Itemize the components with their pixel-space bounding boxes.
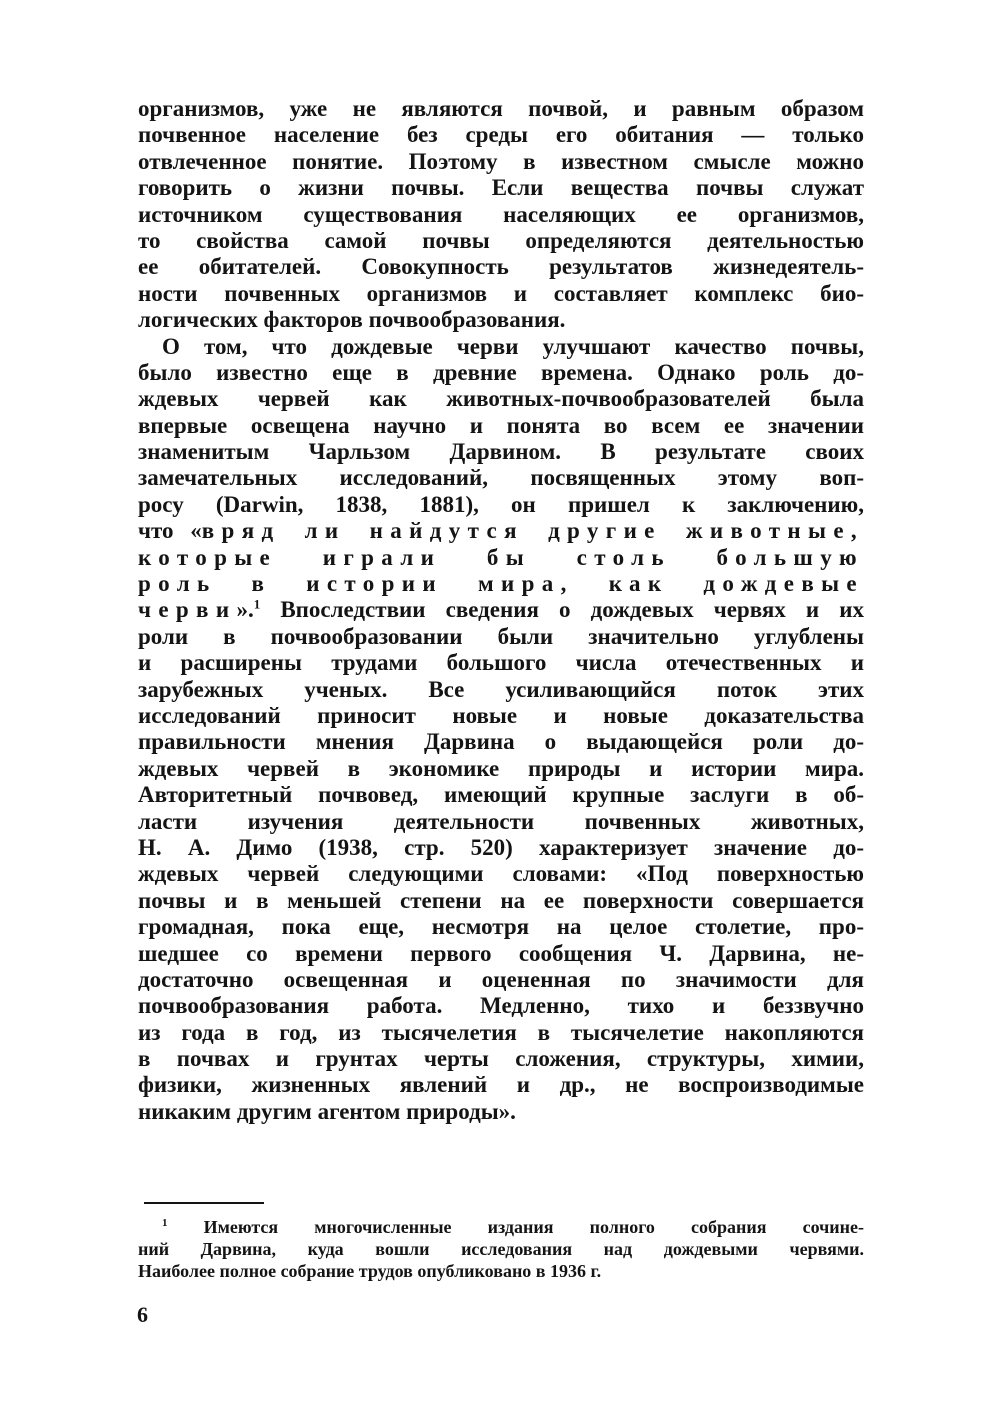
- text-line: ласти изучения деятельности почвенных животных,: [138, 808, 864, 834]
- text-line: ждевых червей в экономике природы и истории мира.: [138, 755, 864, 781]
- text-line: ности почвенных организмов и составляет комплекс био-: [138, 280, 864, 306]
- text-line: зарубежных ученых. Все усиливающийся поток этих: [138, 676, 864, 702]
- text-line: было известно еще в древние времена. Однако роль до-: [138, 359, 864, 385]
- text-line: громадная, пока еще, несмотря на целое столетие, про-: [138, 914, 864, 940]
- text-line: почвы и в меньшей степени на ее поверхности совершается: [138, 887, 864, 913]
- text-line: в почвах и грунтах черты сложения, структуры, химии,: [138, 1046, 864, 1072]
- text-line: знаменитым Чарльзом Дарвином. В результате своих: [138, 439, 864, 465]
- spaced-quote: вряд ли найдутся другие животные,: [201, 518, 864, 544]
- text-line: роли в почвообразовании были значительно углублены: [138, 623, 864, 649]
- text-line: никаким другим агентом природы».: [138, 1098, 516, 1124]
- text-line: замечательных исследований, посвященных этому воп-: [138, 465, 864, 491]
- text-line: логических факторов почвообразования.: [138, 307, 566, 333]
- text-line: говорить о жизни почвы. Если вещества почвы служат: [138, 175, 864, 201]
- text-line: росу (Darwin, 1838, 1881), он пришел к заключению,: [138, 491, 864, 517]
- quote-end-line: [138, 597, 864, 623]
- footnote-divider: [144, 1202, 264, 1204]
- text-line: физики, жизненных явлений и др., не воспроизводимые: [138, 1072, 864, 1098]
- text-line: впервые освещена научно и понята во всем ее значении: [138, 412, 864, 438]
- text-fragment: что «: [138, 518, 202, 544]
- text-line: шедшее со времени первого сообщения Ч. Дарвина, не-: [138, 940, 864, 966]
- text-line: почвенное население без среды его обитания — только: [138, 122, 864, 148]
- text-line: и расширены трудами большого числа отечественных и: [138, 650, 864, 676]
- page-number: 6: [137, 1302, 148, 1327]
- text-line: источником существования населяющих ее организмов,: [138, 201, 864, 227]
- text-line: почвообразования работа. Медленно, тихо и беззвучно: [138, 993, 864, 1019]
- main-text: [138, 96, 864, 1125]
- spaced-quote-line: которые играли бы столь большую: [138, 544, 864, 570]
- text-line: исследований приносит новые и новые доказательства: [138, 702, 864, 728]
- text-line: ждевых червей как животных-почвообразователей была: [138, 386, 864, 412]
- spaced-quote: черви: [138, 597, 237, 623]
- footnote-line: [138, 1216, 864, 1238]
- text-line: ждевых червей следующими словами: «Под поверхностью: [138, 861, 864, 887]
- text-line: отвлеченное понятие. Поэтому в известном смысле можно: [138, 148, 864, 174]
- footnote-text: Имеются многочисленные издания полного собрания сочине-: [167, 1217, 864, 1237]
- text-line: правильности мнения Дарвина о выдающейся роли до-: [138, 729, 864, 755]
- footnote-line: Наиболее полное собрание трудов опубликовано в 1936 г.: [138, 1261, 602, 1281]
- footnotes: [138, 1216, 864, 1282]
- text-line: из года в год, из тысячелетия в тысячелетие накопляются: [138, 1019, 864, 1045]
- text-line: ее обитателей. Совокупность результатов жизнедеятель-: [138, 254, 864, 280]
- footnote-reference: 1: [253, 596, 261, 612]
- text-line: то свойства самой почвы определяются деятельностью: [138, 227, 864, 253]
- quote-line: [138, 518, 864, 544]
- text-fragment: ».: [236, 597, 254, 623]
- text-fragment: Впоследствии сведения о дождевых червях и их: [260, 597, 864, 623]
- text-line: О том, что дождевые черви улучшают качество почвы,: [162, 333, 864, 359]
- footnote-line: ний Дарвина, куда вошли исследования над дождевыми червями.: [138, 1239, 864, 1259]
- footnote-marker: 1: [162, 1217, 168, 1229]
- text-line: организмов, уже не являются почвой, и равным образом: [138, 96, 864, 121]
- text-line: достаточно освещенная и оцененная по значимости для: [138, 966, 864, 992]
- spaced-quote-line: роль в истории мира, как дождевые: [138, 571, 864, 597]
- text-line: Авторитетный почвовед, имеющий крупные заслуги в об-: [138, 782, 864, 808]
- text-line: Н. А. Димо (1938, стр. 520) характеризует значение до-: [138, 834, 864, 860]
